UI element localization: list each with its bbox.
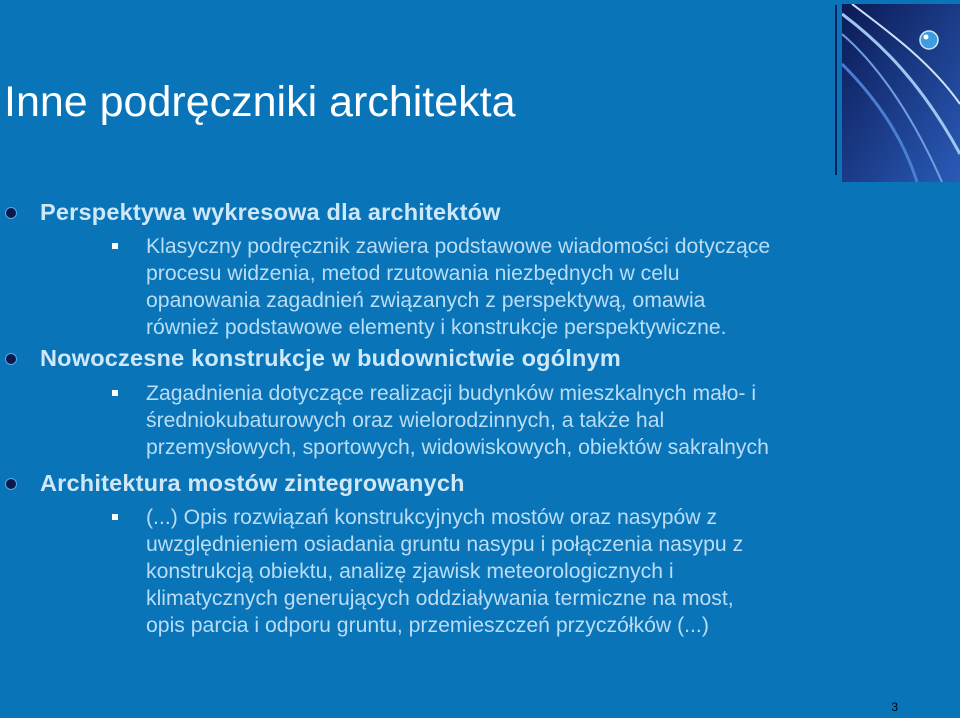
bullet-dot-icon	[5, 353, 17, 365]
description-line: również podstawowe elementy i konstrukcje perspektywiczne.	[146, 316, 727, 339]
description-line: klimatycznych generujących oddziaływania termiczne na most,	[146, 587, 734, 610]
square-bullet-icon	[112, 243, 118, 249]
bullet-heading: Architektura mostów zintegrowanych	[40, 470, 465, 496]
description-line: Klasyczny podręcznik zawiera podstawowe wiadomości dotyczące	[146, 235, 771, 258]
description-line: (...) Opis rozwiązań konstrukcyjnych mostów oraz nasypów z	[146, 506, 718, 529]
bullet-description	[146, 380, 906, 461]
bullet-dot-icon	[5, 478, 17, 490]
square-bullet-icon	[112, 514, 118, 520]
description-line: konstrukcją obiektu, analizę zjawisk meteorologicznych i	[146, 560, 674, 583]
bullet-heading: Nowoczesne konstrukcje w budownictwie ogólnym	[40, 345, 621, 371]
bullet-description	[146, 504, 906, 639]
description-line: procesu widzenia, metod rzutowania niezbędnych w celu	[146, 262, 680, 285]
slide-title: Inne podręczniki architekta	[4, 78, 516, 126]
bullet-item	[40, 199, 501, 226]
description-line: opanowania zagadnień związanych z perspektywą, omawia	[146, 289, 706, 312]
page-number: 3	[891, 700, 898, 714]
description-line: Zagadnienia dotyczące realizacji budynków mieszkalnych mało- i	[146, 382, 757, 405]
description-line: przemysłowych, sportowych, widowiskowych, obiektów sakralnych	[146, 436, 769, 459]
bullet-item	[40, 345, 621, 372]
bullet-item	[40, 470, 465, 497]
square-bullet-icon	[112, 390, 118, 396]
description-line: uwzględnieniem osiadania gruntu nasypu i połączenia nasypu z	[146, 533, 744, 556]
description-line: opis parcia i odporu gruntu, przemieszczeń przyczółków (...)	[146, 614, 709, 637]
bullet-dot-icon	[5, 207, 17, 219]
bullet-description	[146, 233, 906, 341]
bullet-heading: Perspektywa wykresowa dla architektów	[40, 199, 501, 225]
description-line: średniokubaturowych oraz wielorodzinnych, a także hal	[146, 409, 665, 432]
